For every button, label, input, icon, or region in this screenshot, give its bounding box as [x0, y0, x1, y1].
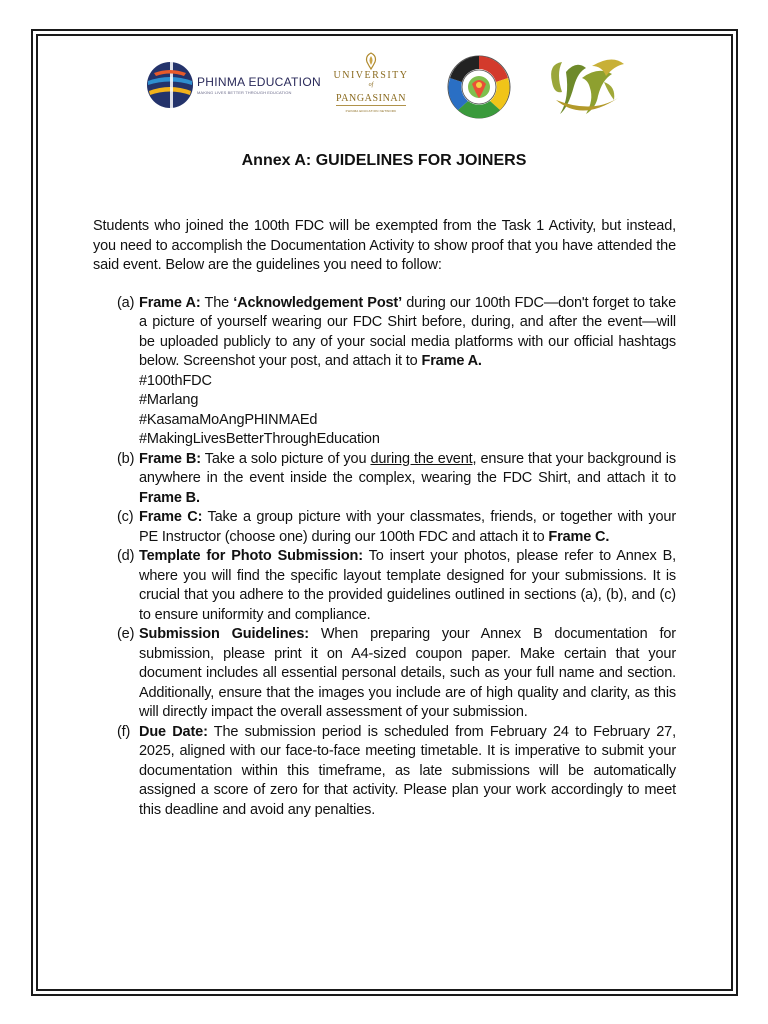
item-frame-ref: Frame B. — [139, 489, 200, 506]
item-text: Take a group picture with your classmates, friends, or together with your PE Instructor (choose one) during our 100th FDC and attach it to — [139, 509, 676, 545]
phinma-name: PHINMA EDUCATION — [197, 75, 321, 89]
hashtag: #100thFDC — [139, 372, 212, 389]
item-text: during our 100th FDC—don't forget to take a picture of yourself wearing our FDC Shirt before, during, and after the event—will be uploaded publicly to any of your social media platforms with our official hashtags below. Screenshot your post, and attach it to — [139, 294, 676, 369]
item-label: (b) — [117, 450, 135, 467]
intro-paragraph: Students who joined the 100th FDC will be exempted from the Task 1 Activity, but instead, you need to accomplish the Documentation Activity to show proof that you have attended the said event. Below are the guidelines you need to follow: — [93, 218, 676, 273]
phinma-globe-icon — [146, 61, 194, 109]
list-item — [93, 547, 676, 625]
up-crest-icon — [361, 52, 381, 70]
item-heading: Frame C: — [139, 509, 203, 525]
item-body — [139, 547, 676, 625]
phinma-education-logo — [146, 60, 321, 110]
list-item — [93, 450, 676, 509]
item-text: The — [200, 294, 234, 311]
item-frame-ref: Frame A. — [421, 353, 482, 369]
item-heading: Frame A: — [139, 294, 201, 311]
list-item — [93, 508, 676, 547]
item-label: (e) — [117, 626, 135, 642]
item-body — [139, 508, 676, 547]
item-text: Take a solo picture of you — [200, 450, 371, 467]
up-line2: PANGASINAN — [335, 93, 407, 104]
item-body — [139, 625, 676, 723]
item-text: ensure that your background is anywhere in the event inside the complex, wearing the FDC Shirt, and attach it to — [139, 450, 676, 486]
item-label: (a) — [117, 294, 135, 311]
guidelines-list — [93, 294, 676, 821]
up-of: of — [368, 82, 374, 88]
logo-header — [0, 52, 768, 122]
item-body — [139, 450, 676, 509]
up-tagline: PHINMA EDUCATION NETWORK — [345, 109, 397, 113]
item-text: To insert your photos, please refer to Annex B, where you will find the specific layout template designed for your submissions. It is crucial that you adhere to the provided guidelines outlined in sections (a), (b), and (c) to ensure uniformity and compliance. — [139, 548, 676, 623]
up-line1: UNIVERSITY — [333, 70, 409, 81]
item-underlined: during the event, — [370, 450, 477, 467]
item-text: When preparing your Annex B documentation for submission, please print it on A4-sized coupon paper. Make certain that your document includes all essential personal details, such as your full name and section. Additionally, ensure that the images you include are of high quality and clarity, as this will directly impact the overall assessment of your submission. — [139, 626, 676, 720]
item-body — [139, 294, 676, 450]
list-item — [93, 723, 676, 821]
item-label: (c) — [117, 509, 134, 525]
list-item — [93, 294, 676, 450]
item-heading: Frame B: — [139, 450, 201, 467]
hashtag: #Marlang — [139, 392, 199, 408]
item-heading: Submission Guidelines: — [139, 626, 309, 642]
item-label: (f) — [117, 723, 131, 740]
item-text: The submission period is scheduled from February 24 to February 27, 2025, aligned with our face-to-face meeting timetable. It is imperative to submit your documentation within this timeframe, as late submissions will be automatically assigned a score of zero for that activity. Please plan your work accordingly to meet this deadline and avoid any penalties. — [139, 723, 676, 818]
page-title: Annex A: GUIDELINES FOR JOINERS — [241, 152, 527, 169]
document-body — [93, 217, 676, 820]
hashtag: #MakingLivesBetterThroughEducation — [139, 431, 380, 447]
item-heading: Due Date: — [139, 723, 208, 740]
item-body — [139, 723, 676, 821]
hashtag: #KasamaMoAngPHINMAEd — [139, 411, 318, 428]
item-frame-ref: Frame C. — [548, 528, 610, 545]
item-label: (d) — [117, 548, 135, 564]
item-heading: Template for Photo Submission: — [139, 548, 363, 564]
idu-logo — [542, 52, 628, 122]
university-of-pangasinan-logo — [330, 52, 412, 122]
list-item — [93, 625, 676, 723]
phinma-tagline: MAKING LIVES BETTER THROUGH EDUCATION — [197, 90, 292, 95]
item-quote: ‘Acknowledgement Post’ — [233, 294, 402, 311]
fdc-seal-logo — [444, 54, 514, 120]
